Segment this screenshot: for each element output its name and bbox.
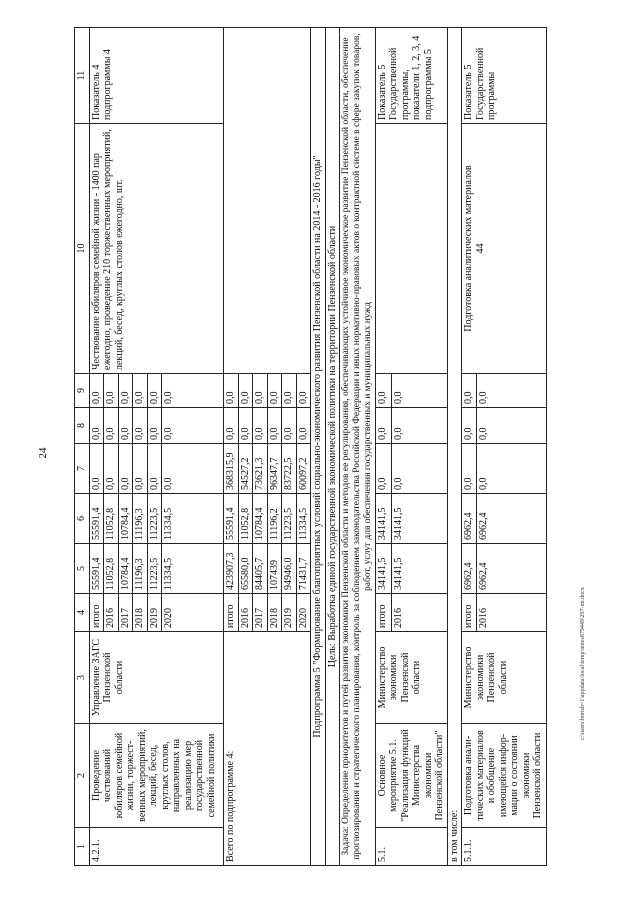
year-cell: 2020 [296, 594, 311, 632]
value-cell: 60097,2 [296, 444, 311, 494]
value-cell: 0,0 [267, 374, 282, 408]
table-row [89, 28, 104, 866]
value-cell: 96347,7 [267, 444, 282, 494]
value-cell: 0,0 [391, 408, 447, 444]
col-header: 10 [75, 124, 90, 374]
value-cell: 11196,3 [133, 494, 148, 544]
year-cell: 2018 [133, 594, 148, 632]
value-cell: 65580,0 [238, 544, 253, 594]
value-cell: 0,0 [162, 374, 224, 408]
value-cell: 55591,4 [224, 494, 239, 544]
value-cell: 0,0 [253, 408, 268, 444]
empty-cell [224, 28, 311, 374]
value-cell: 0,0 [118, 444, 133, 494]
value-cell: 6962,4 [462, 494, 477, 544]
executor: Министерство экономики Пензенской области [462, 632, 547, 724]
table-row [224, 28, 239, 866]
year-cell: 2019 [147, 594, 162, 632]
program-table-sheet [74, 28, 594, 866]
table-row [340, 28, 376, 866]
value-cell: 83722,5 [282, 444, 297, 494]
col-header: 11 [75, 28, 90, 124]
value-cell: 0,0 [104, 374, 119, 408]
page-number: 24 [37, 447, 49, 459]
row-number: 5.1.1. [462, 828, 547, 866]
value-cell: 10784,4 [118, 494, 133, 544]
row-number: 5.1. [375, 828, 447, 866]
in-that-number: в том числе: [447, 28, 462, 866]
value-cell: 0,0 [476, 444, 546, 494]
value-cell: 0,0 [296, 374, 311, 408]
value-cell: 6962,4 [476, 494, 546, 544]
value-cell: 94946,0 [282, 544, 297, 594]
col-header: 9 [75, 374, 90, 408]
year-cell: итого [462, 594, 477, 632]
value-cell: 0,0 [89, 374, 104, 408]
table-row [311, 28, 326, 866]
col-header: 5 [75, 544, 90, 594]
indicator-cell: Показатель 5 Государственной программы, показатели 1, 2, 3, 4 подпрограммы 5 [375, 28, 447, 124]
value-cell: 0,0 [89, 444, 104, 494]
task-text: Задача: Определение приоритетов и путей развития экономики Пензенской области и методов ее регулирования, обеспечивающих устойчивое экономическое развитие Пензенской области, обеспечение прогнозирования и стратегического планирования, контроль за соблюдением законодательства Российской Федерации и иных нормативно-правовых актов о контрактной системе в сфере закупок товаров, работ, услуг для обеспечения государственных и муниципальных нужд [340, 28, 376, 866]
value-cell: 11223,5 [147, 544, 162, 594]
value-cell: 0,0 [462, 444, 477, 494]
year-cell: итого [89, 594, 104, 632]
year-cell: 2020 [162, 594, 224, 632]
value-cell: 6962,4 [462, 544, 477, 594]
value-cell: 71431,7 [296, 544, 311, 594]
value-cell: 107439 [267, 544, 282, 594]
value-cell: 11052,8 [238, 494, 253, 544]
col-header: 8 [75, 408, 90, 444]
value-cell: 11052,8 [104, 494, 119, 544]
value-cell: 0,0 [282, 374, 297, 408]
year-cell: 2017 [118, 594, 133, 632]
col-header: 7 [75, 444, 90, 494]
value-cell: 73621,3 [253, 444, 268, 494]
result-cell: Чествование юбиляров семейной жизни - 1400 пар ежегодно, проведение 210 торжественных мероприятий, лекций, бесед, круглых столов ежегодно, шт. [89, 124, 224, 374]
indicator-cell: Показатель 4 подпрограммы 4 [89, 28, 224, 124]
column-number-row [75, 28, 90, 866]
value-cell: 54527,2 [238, 444, 253, 494]
value-cell: 10784,4 [118, 544, 133, 594]
year-cell: итого [375, 594, 391, 632]
value-cell: 0,0 [133, 408, 148, 444]
value-cell: 368315,9 [224, 444, 239, 494]
value-cell: 0,0 [224, 408, 239, 444]
value-cell: 0,0 [253, 374, 268, 408]
value-cell: 34141,5 [375, 494, 391, 544]
value-cell: 0,0 [147, 408, 162, 444]
col-header: 6 [75, 494, 90, 544]
value-cell: 0,0 [118, 408, 133, 444]
table-row [375, 28, 391, 866]
row-number: 4.2.1. [89, 828, 224, 866]
value-cell: 34141,5 [391, 494, 447, 544]
year-cell: 2019 [282, 594, 297, 632]
value-cell: 0,0 [238, 408, 253, 444]
year-cell: 2016 [104, 594, 119, 632]
value-cell: 423907,3 [224, 544, 239, 594]
value-cell: 6962,4 [476, 544, 546, 594]
value-cell: 0,0 [462, 374, 477, 408]
result-cell [375, 124, 447, 374]
year-cell: 2016 [391, 594, 447, 632]
value-cell: 55591,4 [89, 544, 104, 594]
value-cell: 0,0 [282, 408, 297, 444]
value-cell: 0,0 [462, 408, 477, 444]
col-header: 4 [75, 594, 90, 632]
value-cell: 0,0 [476, 408, 546, 444]
year-cell: 2018 [267, 594, 282, 632]
subprogram-title: Подпрограмма 5 "Формирование благоприятных условий социально-экономического развития Пензенской области на 2014 - 2016 годы" [311, 28, 326, 866]
result-value: 44 [474, 243, 486, 254]
value-cell: 0,0 [147, 374, 162, 408]
year-cell: 2016 [476, 594, 546, 632]
executor: Министерство экономики Пензенской области [375, 632, 447, 724]
value-cell: 0,0 [224, 374, 239, 408]
value-cell: 34141,5 [391, 544, 447, 594]
program-table [74, 27, 547, 866]
value-cell: 84405,7 [253, 544, 268, 594]
value-cell: 11223,5 [147, 494, 162, 544]
value-cell: 0,0 [162, 444, 224, 494]
value-cell: 11052,8 [104, 544, 119, 594]
col-header: 2 [75, 724, 90, 828]
measure-name: Подготовка анали-тических материалов и обобщение имеющейся инфор-мации о состоянии экономики Пензенской области [462, 724, 547, 828]
col-header: 3 [75, 632, 90, 724]
table-row [447, 28, 462, 866]
result-text: Подготовка аналитических материалов [463, 165, 475, 332]
executor: Управление ЗАГС Пензенской области [89, 632, 224, 724]
value-cell: 0,0 [375, 444, 391, 494]
value-cell: 11196,2 [267, 494, 282, 544]
value-cell: 0,0 [104, 444, 119, 494]
col-header: 1 [75, 828, 90, 866]
result-cell [462, 124, 547, 374]
year-cell: итого [224, 594, 239, 632]
indicator-cell: Показатель 5 Государственной программы [462, 28, 547, 124]
value-cell: 0,0 [89, 408, 104, 444]
year-cell: 2016 [238, 594, 253, 632]
value-cell: 34141,5 [375, 544, 391, 594]
measure-name: Проведение чествований юбиляров семейной жизни, торжест-венных мероприятий, лекций, бесед, круглых столов, направленных на реализацию мер государственной семейной политики [89, 724, 224, 828]
value-cell: 11334,5 [296, 494, 311, 544]
value-cell: 0,0 [391, 444, 447, 494]
value-cell: 0,0 [375, 374, 391, 408]
value-cell: 0,0 [104, 408, 119, 444]
year-cell: 2017 [253, 594, 268, 632]
value-cell: 0,0 [133, 444, 148, 494]
value-cell: 11334,5 [162, 494, 224, 544]
table-row [462, 28, 477, 866]
measure-name: Основное мероприятие 5.1. "Реализация функций Министерства экономики Пензенской области" [375, 724, 447, 828]
value-cell: 0,0 [476, 374, 546, 408]
value-cell: 11196,3 [133, 544, 148, 594]
value-cell: 10784,4 [253, 494, 268, 544]
value-cell: 11223,5 [282, 494, 297, 544]
goal-text: Цель: Выработка единой государственной экономической политики на территории Пензенской области [325, 28, 340, 866]
table-row [325, 28, 340, 866]
value-cell: 0,0 [375, 408, 391, 444]
value-cell: 0,0 [147, 444, 162, 494]
value-cell: 0,0 [118, 374, 133, 408]
value-cell: 0,0 [391, 374, 447, 408]
value-cell: 0,0 [133, 374, 148, 408]
value-cell: 55591,4 [89, 494, 104, 544]
value-cell: 0,0 [162, 408, 224, 444]
value-cell: 0,0 [296, 408, 311, 444]
file-path-footer: c:\users\borisb~1\appdata\local\temp\notes879449\297-nn.docx [580, 587, 586, 740]
value-cell: 0,0 [238, 374, 253, 408]
total-label: Всего по подпрограмме 4: [224, 632, 311, 866]
value-cell: 0,0 [267, 408, 282, 444]
value-cell: 11334,5 [162, 544, 224, 594]
